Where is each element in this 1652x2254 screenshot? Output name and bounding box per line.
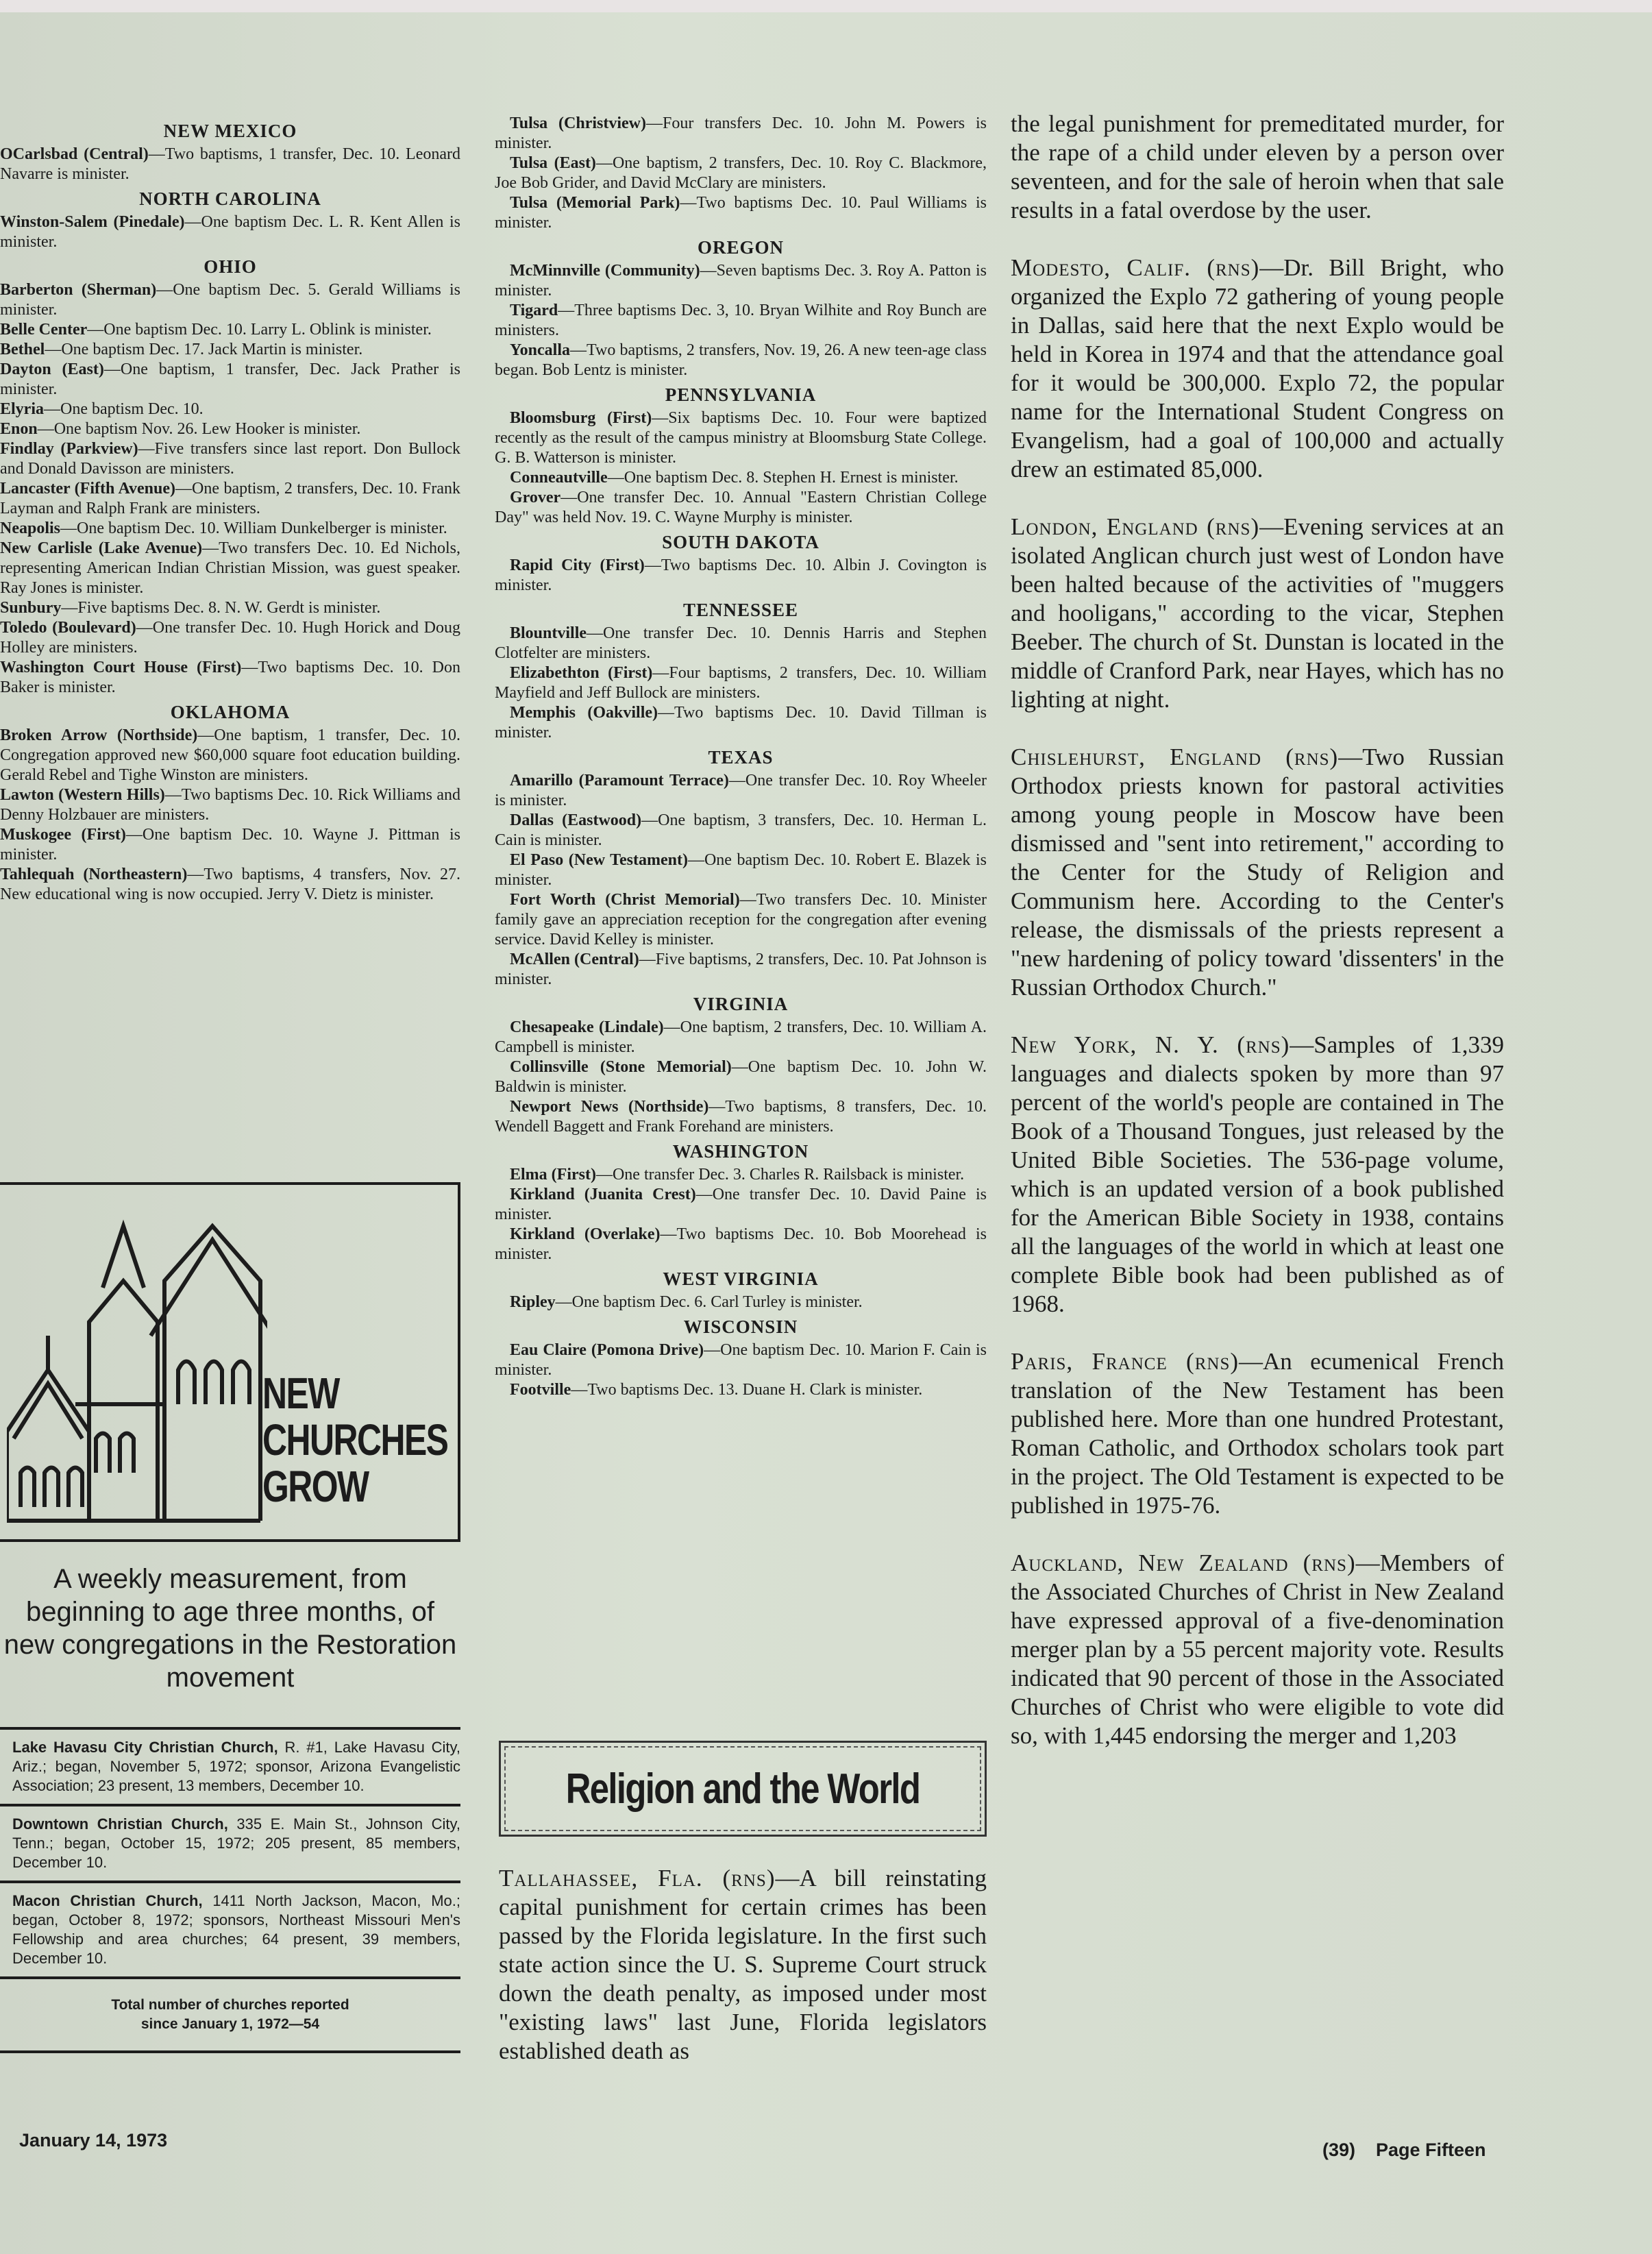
- church-report-entry: [0, 212, 460, 252]
- church-report-entry: [0, 539, 460, 598]
- church-reports-column-2: [495, 114, 987, 1400]
- news-dateline: New York, N. Y. (rns): [1011, 1031, 1290, 1058]
- church-report-text: —Five baptisms Dec. 8. N. W. Gerdt is minister.: [61, 599, 381, 617]
- church-name: Elyria: [0, 400, 44, 418]
- church-report-text: —Six baptisms Dec. 10. Four were baptized recently as the result of the campus ministry at Bloomsburg State College. G. B. Watterson is minister.: [495, 409, 987, 467]
- church-report-entry: [495, 1340, 987, 1380]
- state-heading: OKLAHOMA: [170, 702, 291, 722]
- church-building-icon: [7, 1199, 267, 1528]
- church-report-entry: [0, 419, 460, 439]
- church-report-entry: [495, 114, 987, 154]
- state-heading: SOUTH DAKOTA: [662, 532, 819, 552]
- church-name: Chesapeake (Lindale): [510, 1018, 664, 1036]
- church-report-entry: [495, 468, 987, 488]
- church-report-text: —One transfer Dec. 10. Roy Wheeler is minister.: [495, 772, 987, 809]
- church-report-entry: [0, 360, 460, 400]
- church-report-text: —One baptism Dec. 10.: [44, 400, 204, 418]
- church-name: Neapolis: [0, 519, 61, 537]
- church-report-text: —Two baptisms Dec. 10. Rick Williams and Denny Holzbauer are ministers.: [0, 786, 460, 824]
- page-code: (39): [1322, 2140, 1356, 2160]
- church-name: Yoncalla: [510, 341, 571, 359]
- church-report-text: —Four transfers Dec. 10. John M. Powers is minister.: [495, 114, 987, 152]
- church-name: El Paso (New Testament): [510, 851, 688, 869]
- news-text: —Evening services at an isolated Anglican church just west of London have been halted because of the activities of "muggers and hooligans," according to the vicar, Stephen Beeber. The church of St. Dunstan is located in the middle of Cranford Park, near Hayes, which has no lighting at night.: [1011, 513, 1505, 713]
- church-report-entry: [495, 1165, 987, 1185]
- new-church-item: [0, 1727, 460, 1804]
- church-report-text: —Two baptisms Dec. 10. Albin J. Covington is minister.: [495, 556, 987, 594]
- church-name: Tulsa (East): [510, 154, 596, 172]
- church-report-text: —Two transfers Dec. 10. Ed Nichols, representing American Indian Christian Mission, was guest speaker. Ray Jones is minister.: [0, 539, 460, 597]
- news-item: [1011, 743, 1504, 1002]
- page-label: Page Fifteen: [1376, 2140, 1486, 2160]
- church-report-entry: [495, 408, 987, 468]
- church-report-entry: [495, 663, 987, 703]
- church-name: New Carlisle (Lake Avenue): [0, 539, 203, 557]
- church-report-entry: [495, 341, 987, 380]
- church-report-entry: [0, 618, 460, 658]
- church-name: Bethel: [0, 341, 45, 358]
- news-text: —A bill reinstating capital punishment for certain crimes has been passed by the Florida legislature. In the first such state action since the U. S. Supreme Court struck down the death penalty, as imposed under most "existing laws" last June, Florida legislators established death as: [499, 1865, 987, 2064]
- church-report-text: —Four baptisms, 2 transfers, Dec. 10. William Mayfield and Jeff Bullock are ministers.: [495, 664, 987, 702]
- church-report-text: —Five baptisms, 2 transfers, Dec. 10. Pat Johnson is minister.: [495, 951, 987, 988]
- logo-word-grow: GROW: [262, 1462, 369, 1511]
- church-report-text: —One baptism Dec. 5. Gerald Williams is minister.: [0, 281, 461, 319]
- church-name: Tulsa (Christview): [510, 114, 646, 132]
- church-name: Elma (First): [510, 1166, 596, 1184]
- religion-world-column-2: [499, 1864, 987, 2094]
- church-report-text: —One baptism Dec. L. R. Kent Allen is minister.: [0, 213, 460, 251]
- new-church-name: Macon Christian Church,: [12, 1892, 203, 1909]
- news-text: —Dr. Bill Bright, who organized the Explo 72 gathering of young people in Dallas, said here that the next Explo would be held in Korea in 1974 and that the attendance goal for it would be 300,000. Explo 72, the popular name for the International Student Congress on Evangelism, had a goal of 100,000 and actually drew an estimated 85,000.: [1011, 254, 1504, 482]
- church-report-entry: [495, 1293, 987, 1312]
- church-report-entry: [0, 785, 460, 825]
- news-item: [1011, 1347, 1504, 1520]
- church-report-text: —One baptism Dec. 17. Jack Martin is minister.: [45, 341, 363, 358]
- church-report-text: —One transfer Dec. 10. Annual "Eastern Christian College Day" was held Nov. 19. C. Wayne Murphy is minister.: [495, 489, 987, 526]
- church-report-text: —One baptism Dec. 10. Robert E. Blazek is minister.: [495, 851, 987, 889]
- church-report-text: —Two baptisms, 2 transfers, Nov. 19, 26. A new teen-age class began. Bob Lentz is minister.: [495, 341, 987, 379]
- church-report-text: —One baptism, 1 transfer, Dec. 10. Congregation approved new $60,000 square foot education building. Gerald Rebel and Tighe Winston are ministers.: [0, 726, 460, 784]
- church-report-text: —Two baptisms, 8 transfers, Dec. 10. Wendell Baggett and Frank Forehand are ministers.: [495, 1098, 987, 1136]
- church-name: Amarillo (Paramount Terrace): [510, 772, 729, 789]
- church-name: Kirkland (Juanita Crest): [510, 1186, 696, 1203]
- news-item: [1011, 254, 1504, 484]
- church-report-text: —Two baptisms Dec. 13. Duane H. Clark is minister.: [571, 1381, 923, 1399]
- church-name: Conneautville: [510, 469, 608, 487]
- church-name: Tigard: [510, 302, 558, 319]
- church-report-entry: [0, 400, 460, 419]
- church-name: Sunbury: [0, 599, 62, 617]
- church-report-text: —Five transfers since last report. Don Bullock and Donald Davisson are ministers.: [0, 440, 460, 478]
- church-report-text: —One baptism, 2 transfers, Dec. 10. Roy C. Blackmore, Joe Bob Grider, and David McClary are ministers.: [495, 154, 987, 192]
- state-heading: OHIO: [204, 256, 257, 277]
- church-name: Eau Claire (Pomona Drive): [510, 1341, 704, 1359]
- state-heading: NEW MEXICO: [163, 121, 297, 141]
- logo-word-new: NEW: [262, 1369, 339, 1418]
- church-name: Newport News (Northside): [510, 1098, 709, 1116]
- church-report-entry: [0, 598, 460, 618]
- news-dateline: Tallahassee, Fla. (rns): [499, 1865, 776, 1891]
- new-church-details: 335 E. Main St., Johnson City, Tenn.; began, October 15, 1972; 205 present, 85 members, December 10.: [12, 1815, 460, 1871]
- church-report-text: —Seven baptisms Dec. 3. Roy A. Patton is minister.: [495, 262, 987, 299]
- church-report-entry: [495, 154, 987, 193]
- church-name: Rapid City (First): [510, 556, 645, 574]
- new-church-name: Lake Havasu City Christian Church,: [12, 1739, 278, 1756]
- church-report-text: —Two baptisms, 1 transfer, Dec. 10. Leonard Navarre is minister.: [0, 145, 461, 183]
- news-text: —Members of the Associated Churches of Christ in New Zealand have expressed approval of a five-denomination merger plan by a 55 percent majority vote. Results indicated that 90 percent of those in the Associated Churches of Christ who were eligible to vote did so, with 1,445 endorsing the merger and 1,203: [1011, 1549, 1504, 1749]
- church-report-text: —One baptism Dec. 10. Larry L. Oblink is minister.: [87, 321, 432, 339]
- church-name: Belle Center: [0, 321, 88, 339]
- church-name: Toledo (Boulevard): [0, 619, 136, 637]
- church-report-entry: [0, 865, 460, 905]
- church-report-text: —Two baptisms Dec. 10. David Tillman is minister.: [495, 704, 987, 742]
- church-name: Collinsville (Stone Memorial): [510, 1058, 732, 1076]
- religion-world-heading: Religion and the World: [565, 1765, 920, 1813]
- new-church-item: [0, 1804, 460, 1881]
- church-name: Enon: [0, 420, 38, 438]
- church-name: Kirkland (Overlake): [510, 1225, 661, 1243]
- church-name: Ripley: [510, 1293, 556, 1311]
- church-name: Winston-Salem (Pinedale): [0, 213, 185, 231]
- new-church-name: Downtown Christian Church,: [12, 1815, 228, 1833]
- new-churches-grow-logo: [0, 1182, 460, 1542]
- news-item: [1011, 513, 1504, 714]
- church-report-text: —Two baptisms, 4 transfers, Nov. 27. New educational wing is now occupied. Jerry V. Dietz is minister.: [0, 866, 460, 903]
- new-churches-tagline: A weekly measurement, from beginning to age three months, of new congregations in the Restoration movement: [3, 1564, 457, 1693]
- church-report-entry: [0, 726, 460, 785]
- church-name: Memphis (Oakville): [510, 704, 658, 722]
- church-name: Washington Court House (First): [0, 659, 242, 676]
- church-name: McMinnville (Community): [510, 262, 700, 280]
- news-item: [499, 1864, 987, 2066]
- logo-word-churches: CHURCHES: [262, 1415, 448, 1465]
- church-name: Tulsa (Memorial Park): [510, 194, 680, 212]
- church-report-text: —Two transfers Dec. 10. Minister family gave an appreciation reception for the congregation after evening service. David Kelley is minister.: [495, 891, 987, 948]
- church-report-entry: [495, 1185, 987, 1225]
- church-name: Muskogee (First): [0, 826, 126, 844]
- church-name: Findlay (Parkview): [0, 440, 138, 458]
- churches-total: [0, 1979, 460, 2053]
- news-continuation: the legal punishment for premeditated murder, for the rape of a child under eleven by a person over seventeen, and for the sale of heroin when that sale results in a fatal overdose by the user.: [1011, 110, 1504, 223]
- church-report-entry: [495, 193, 987, 233]
- state-heading: OREGON: [697, 237, 784, 258]
- church-name: Tahlequah (Northeastern): [0, 866, 188, 883]
- church-report-text: —One baptism Dec. 10. Wayne J. Pittman is minister.: [0, 826, 460, 863]
- page-top-edge: [0, 0, 1652, 12]
- new-church-details: R. #1, Lake Havasu City, Ariz.; began, November 5, 1972; sponsor, Arizona Evangelistic Association; 23 present, 13 members, December 10.: [12, 1739, 460, 1794]
- religion-world-heading-box: [499, 1741, 987, 1837]
- state-heading: TENNESSEE: [682, 600, 799, 620]
- church-name: Fort Worth (Christ Memorial): [510, 891, 740, 909]
- church-name: Elizabethton (First): [510, 664, 653, 682]
- news-item: [1011, 1549, 1504, 1750]
- church-report-text: —One baptism Dec. 10. William Dunkelberger is minister.: [60, 519, 447, 537]
- church-report-text: —One transfer Dec. 3. Charles R. Railsback is minister.: [595, 1166, 965, 1184]
- new-church-details: 1411 North Jackson, Macon, Mo.; began, October 8, 1972; sponsors, Northeast Missouri Men's Fellowship and area churches; 64 present, 39 members, December 10.: [12, 1892, 461, 1967]
- church-report-text: —One baptism, 2 transfers, Dec. 10. Frank Layman and Ralph Frank are ministers.: [0, 480, 460, 517]
- church-report-entry: [495, 703, 987, 743]
- church-report-text: —Two baptisms Dec. 10. Paul Williams is minister.: [495, 194, 987, 232]
- church-report-entry: [495, 1225, 987, 1264]
- church-report-text: —One transfer Dec. 10. Hugh Horick and Doug Holley are ministers.: [0, 619, 460, 657]
- new-churches-list: [0, 1727, 460, 2053]
- church-report-entry: [495, 850, 987, 890]
- state-heading: NORTH CAROLINA: [139, 188, 321, 209]
- church-report-entry: [495, 556, 987, 596]
- church-report-text: —One baptism Dec. 10. Marion F. Cain is minister.: [495, 1341, 987, 1379]
- church-report-text: —One baptism, 1 transfer, Dec. Jack Prather is minister.: [0, 360, 460, 398]
- new-church-item: [0, 1881, 460, 1979]
- church-report-entry: [495, 301, 987, 341]
- church-report-text: —One baptism Nov. 26. Lew Hooker is minister.: [37, 420, 361, 438]
- news-text: —Two Russian Orthodox priests known for pastoral activities among young people in Moscow have been dismissed and "sent into retirement," according to the Center for the Study of Religion and Communism here. According to the Center's release, the dismissals of the priests represent a "new hardening of policy toward 'dissenters' in the Russian Orthodox Church.": [1011, 744, 1504, 1001]
- news-dateline: Chislehurst, England (rns): [1011, 744, 1339, 770]
- total-line-2: since January 1, 1972—54: [140, 2016, 320, 2032]
- total-line-1: Total number of churches reported: [111, 1997, 349, 2013]
- news-dateline: Paris, France (rns): [1011, 1348, 1239, 1375]
- church-name: Broken Arrow (Northside): [0, 726, 198, 744]
- church-report-text: —Two baptisms Dec. 10. Bob Moorehead is minister.: [495, 1225, 987, 1263]
- church-name: Dallas (Eastwood): [510, 811, 642, 829]
- church-report-entry: [495, 488, 987, 528]
- church-report-entry: [495, 1057, 987, 1097]
- news-dateline: London, England (rns): [1011, 513, 1260, 540]
- church-report-text: —One baptism Dec. 6. Carl Turley is minister.: [555, 1293, 863, 1311]
- news-text: —Samples of 1,339 languages and dialects spoken by more than 97 percent of the world's people are contained in The Book of a Thousand Tongues, just released by the United Bible Societies. The 536-page volume, which is an updated version of a book published for the American Bible Society in 1938, contains all the languages of the world in which at least one complete Bible book had been published as of 1968.: [1011, 1031, 1504, 1317]
- church-report-entry: [495, 1380, 987, 1400]
- church-name: Dayton (East): [0, 360, 104, 378]
- church-report-entry: [495, 261, 987, 301]
- church-report-entry: [0, 340, 460, 360]
- church-report-entry: [0, 825, 460, 865]
- church-report-entry: [0, 439, 460, 479]
- state-heading: WEST VIRGINIA: [663, 1269, 819, 1289]
- religion-world-column-3: [1011, 110, 1504, 1779]
- church-name: Bloomsburg (First): [510, 409, 652, 427]
- church-report-text: —One baptism, 2 transfers, Dec. 10. William A. Campbell is minister.: [495, 1018, 987, 1056]
- church-reports-column-1: [0, 117, 460, 905]
- church-report-entry: [495, 1018, 987, 1057]
- state-heading: VIRGINIA: [693, 994, 789, 1014]
- church-report-entry: [0, 145, 460, 184]
- state-heading: TEXAS: [708, 747, 774, 768]
- church-name: OCarlsbad (Central): [0, 145, 149, 163]
- church-report-text: —One transfer Dec. 10. David Paine is minister.: [495, 1186, 987, 1223]
- news-item: [1011, 1031, 1504, 1319]
- church-report-entry: [0, 320, 460, 340]
- news-text: —An ecumenical French translation of the New Testament has been published here. More than one hundred Protestant, Roman Catholic, and Orthodox scholars took part in the project. The Old Testament is expected to be published in 1975-76.: [1011, 1348, 1504, 1519]
- church-name: Blountville: [510, 624, 587, 642]
- page-number: [1322, 2140, 1486, 2161]
- church-name: Lancaster (Fifth Avenue): [0, 480, 175, 498]
- church-name: Barberton (Sherman): [0, 281, 157, 299]
- church-report-text: —One transfer Dec. 10. Dennis Harris and Stephen Clotfelter are ministers.: [495, 624, 987, 662]
- logo-wordmark: [262, 1370, 447, 1510]
- church-report-text: —Three baptisms Dec. 3, 10. Bryan Wilhite and Roy Bunch are ministers.: [495, 302, 987, 339]
- church-report-text: —Two baptisms Dec. 10. Don Baker is minister.: [0, 659, 460, 696]
- church-report-entry: [0, 519, 460, 539]
- church-report-entry: [495, 890, 987, 950]
- church-report-text: —One baptism Dec. 10. John W. Baldwin is minister.: [495, 1058, 987, 1096]
- church-report-entry: [495, 811, 987, 850]
- state-heading: WASHINGTON: [672, 1141, 809, 1162]
- church-report-entry: [0, 280, 460, 320]
- church-name: Footville: [510, 1381, 571, 1399]
- church-report-entry: [495, 950, 987, 990]
- issue-date: January 14, 1973: [19, 2130, 168, 2151]
- church-report-text: —One baptism Dec. 8. Stephen H. Ernest is minister.: [607, 469, 959, 487]
- church-name: Grover: [510, 489, 561, 506]
- church-report-entry: [495, 1097, 987, 1137]
- church-report-entry: [495, 771, 987, 811]
- church-report-entry: [0, 658, 460, 698]
- state-heading: PENNSYLVANIA: [665, 384, 817, 405]
- state-heading: WISCONSIN: [683, 1316, 798, 1337]
- church-name: Lawton (Western Hills): [0, 786, 165, 804]
- news-dateline: Auckland, New Zealand (rns): [1011, 1549, 1356, 1576]
- church-report-entry: [0, 479, 460, 519]
- church-report-text: —One baptism, 3 transfers, Dec. 10. Herman L. Cain is minister.: [495, 811, 987, 849]
- news-dateline: Modesto, Calif. (rns): [1011, 254, 1260, 281]
- church-name: McAllen (Central): [510, 951, 639, 968]
- church-report-entry: [495, 624, 987, 663]
